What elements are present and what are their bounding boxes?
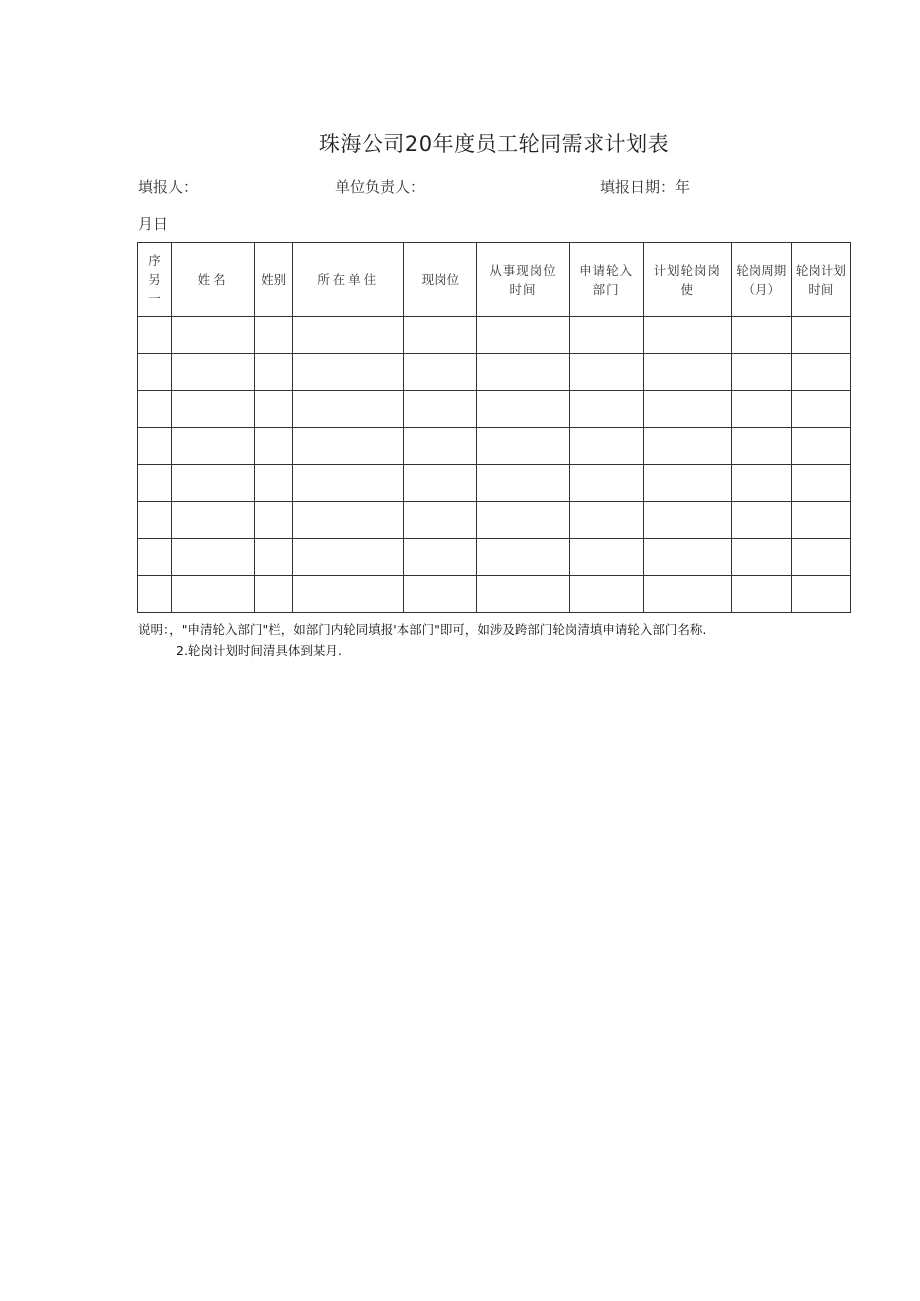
header-cell-name: 姓名 <box>172 243 255 317</box>
table-cell[interactable] <box>643 354 731 391</box>
table-cell[interactable] <box>731 354 791 391</box>
table-cell[interactable] <box>138 576 172 613</box>
table-body <box>138 317 851 613</box>
report-date-field-label: 填报日期：年 <box>600 178 691 196</box>
table-cell[interactable] <box>643 428 731 465</box>
table-cell[interactable] <box>791 465 850 502</box>
table-cell[interactable] <box>138 465 172 502</box>
table-cell[interactable] <box>293 317 404 354</box>
table-cell[interactable] <box>293 428 404 465</box>
table-cell[interactable] <box>172 502 255 539</box>
table-cell[interactable] <box>477 539 569 576</box>
table-cell[interactable] <box>293 502 404 539</box>
header-cell-rotation-period: 轮岗周期（月） <box>731 243 791 317</box>
table-row <box>138 502 851 539</box>
table-cell[interactable] <box>477 317 569 354</box>
table-cell[interactable] <box>731 502 791 539</box>
table-cell[interactable] <box>791 539 850 576</box>
table-cell[interactable] <box>791 428 850 465</box>
table-cell[interactable] <box>138 317 172 354</box>
table-cell[interactable] <box>172 539 255 576</box>
table-cell[interactable] <box>731 428 791 465</box>
table-cell[interactable] <box>791 354 850 391</box>
table-cell[interactable] <box>643 502 731 539</box>
table-cell[interactable] <box>477 354 569 391</box>
header-cell-post-duration: 从事现岗位时间 <box>477 243 569 317</box>
table-cell[interactable] <box>731 391 791 428</box>
table-cell[interactable] <box>791 502 850 539</box>
table-cell[interactable] <box>172 428 255 465</box>
table-cell[interactable] <box>172 354 255 391</box>
table-cell[interactable] <box>404 428 477 465</box>
table-cell[interactable] <box>791 317 850 354</box>
table-cell[interactable] <box>643 539 731 576</box>
table-cell[interactable] <box>477 428 569 465</box>
table-header-row <box>138 243 851 317</box>
table-cell[interactable] <box>569 465 643 502</box>
table-cell[interactable] <box>293 354 404 391</box>
header-cell-serial: 序另一 <box>138 243 172 317</box>
reporter-field-label: 填报人： <box>138 178 199 196</box>
table-row <box>138 539 851 576</box>
table-cell[interactable] <box>404 354 477 391</box>
table-cell[interactable] <box>643 317 731 354</box>
table-cell[interactable] <box>477 391 569 428</box>
table-cell[interactable] <box>477 465 569 502</box>
header-cell-plan-time: 轮岗计划时间 <box>791 243 850 317</box>
table-cell[interactable] <box>255 465 293 502</box>
table-cell[interactable] <box>255 428 293 465</box>
table-row <box>138 354 851 391</box>
table-cell[interactable] <box>404 465 477 502</box>
table-cell[interactable] <box>477 502 569 539</box>
table-cell[interactable] <box>293 391 404 428</box>
note-line-1: 说明：，"申清轮入部门"栏，如部门内轮同填报'本部门"即可，如涉及跨部门轮岗清填申请轮入部门名称. <box>138 622 707 637</box>
table-cell[interactable] <box>569 317 643 354</box>
table-cell[interactable] <box>569 428 643 465</box>
table-cell[interactable] <box>255 502 293 539</box>
table-cell[interactable] <box>643 576 731 613</box>
table-row <box>138 428 851 465</box>
header-cell-planned-post: 计划轮岗岗使 <box>643 243 731 317</box>
table-cell[interactable] <box>138 354 172 391</box>
table-cell[interactable] <box>404 317 477 354</box>
table-cell[interactable] <box>172 465 255 502</box>
table-cell[interactable] <box>138 539 172 576</box>
table-cell[interactable] <box>569 539 643 576</box>
table-cell[interactable] <box>293 465 404 502</box>
table-row <box>138 465 851 502</box>
table-cell[interactable] <box>569 391 643 428</box>
table-cell[interactable] <box>643 391 731 428</box>
table-cell[interactable] <box>569 354 643 391</box>
page-title: 珠海公司20年度员工轮同需求计划表 <box>318 132 670 156</box>
header-cell-gender: 姓别 <box>255 243 293 317</box>
table-cell[interactable] <box>255 576 293 613</box>
table-cell[interactable] <box>172 576 255 613</box>
header-cell-current-post: 现岗位 <box>404 243 477 317</box>
table-cell[interactable] <box>404 539 477 576</box>
table-cell[interactable] <box>477 576 569 613</box>
table-cell[interactable] <box>731 576 791 613</box>
table-cell[interactable] <box>791 391 850 428</box>
table-cell[interactable] <box>138 428 172 465</box>
report-date-field-continuation: 月日 <box>138 215 169 233</box>
table-cell[interactable] <box>138 391 172 428</box>
table-row <box>138 576 851 613</box>
table-cell[interactable] <box>731 317 791 354</box>
table-cell[interactable] <box>293 539 404 576</box>
table-cell[interactable] <box>138 502 172 539</box>
table-cell[interactable] <box>172 317 255 354</box>
page-title-container <box>0 128 920 158</box>
table-cell[interactable] <box>255 391 293 428</box>
table-cell[interactable] <box>569 576 643 613</box>
table-cell[interactable] <box>172 391 255 428</box>
table-cell[interactable] <box>404 502 477 539</box>
table-cell[interactable] <box>731 465 791 502</box>
table-row <box>138 391 851 428</box>
table-row <box>138 317 851 354</box>
table-cell[interactable] <box>255 539 293 576</box>
note-line-2: 2.轮岗计划时间清具体到某月. <box>176 643 342 658</box>
table-cell[interactable] <box>293 576 404 613</box>
table-cell[interactable] <box>255 317 293 354</box>
table-cell[interactable] <box>731 539 791 576</box>
header-cell-target-dept: 申请轮入部门 <box>569 243 643 317</box>
rotation-plan-table <box>137 242 851 613</box>
table-cell[interactable] <box>255 354 293 391</box>
unit-head-field-label: 单位负责人： <box>335 178 426 196</box>
table-cell[interactable] <box>791 576 850 613</box>
table-cell[interactable] <box>404 391 477 428</box>
table-cell[interactable] <box>643 465 731 502</box>
table-cell[interactable] <box>569 502 643 539</box>
table-cell[interactable] <box>404 576 477 613</box>
header-cell-unit: 所在单住 <box>293 243 404 317</box>
